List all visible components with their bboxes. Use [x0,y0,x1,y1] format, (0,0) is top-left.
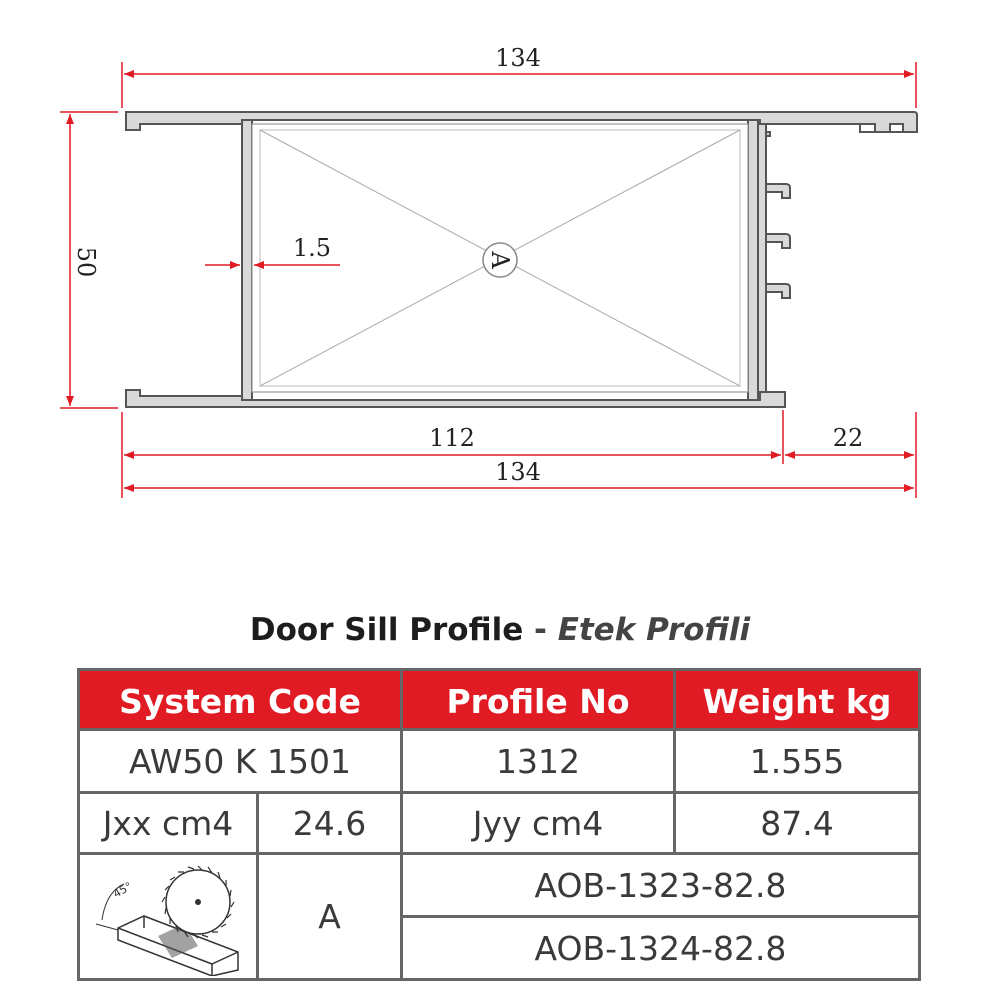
value-weight: 1.555 [749,741,845,781]
jxx-label: Jxx cm4 [102,803,234,843]
rib-top [766,124,770,136]
dim-label-extension: 22 [832,424,864,452]
saw-blade-cut-icon [88,858,248,976]
jyy-label: Jyy cm4 [472,803,604,843]
dim-label-inner-width: 112 [429,424,475,452]
right-outer-wall [758,124,766,392]
dim-label-top-width: 134 [495,44,541,72]
jxx-value: 24.6 [292,803,367,843]
title-turkish: Etek Profili [557,612,751,648]
profile-title [0,612,1000,648]
title-separator: - [534,612,547,648]
section-marker-label: A [486,251,514,269]
value-profile-no: 1312 [496,741,580,781]
rib-3 [766,284,790,298]
value-system-code: AW50 K 1501 [129,741,351,781]
rib-2 [766,234,790,248]
header-profile-no: Profile No [403,671,673,731]
rib-1 [766,184,790,198]
accessory-2: AOB-1324-82.8 [534,928,787,968]
left-wall [242,120,252,400]
dim-label-wall-thickness: 1.5 [292,234,332,262]
cutting-section: A [318,897,341,936]
title-english: Door Sill Profile [249,612,524,648]
header-system-code: System Code [80,671,400,731]
right-wall [748,120,758,400]
cutting-icon-cell [80,855,256,978]
header-weight: Weight kg [676,671,918,731]
dim-label-height: 50 [72,246,100,278]
dim-label-bottom-width: 134 [495,458,541,486]
jyy-value: 87.4 [760,803,834,843]
section-marker [483,243,517,277]
accessory-1: AOB-1323-82.8 [534,865,787,905]
spec-table [77,668,921,981]
cut-angle-label: 45° [111,879,135,901]
